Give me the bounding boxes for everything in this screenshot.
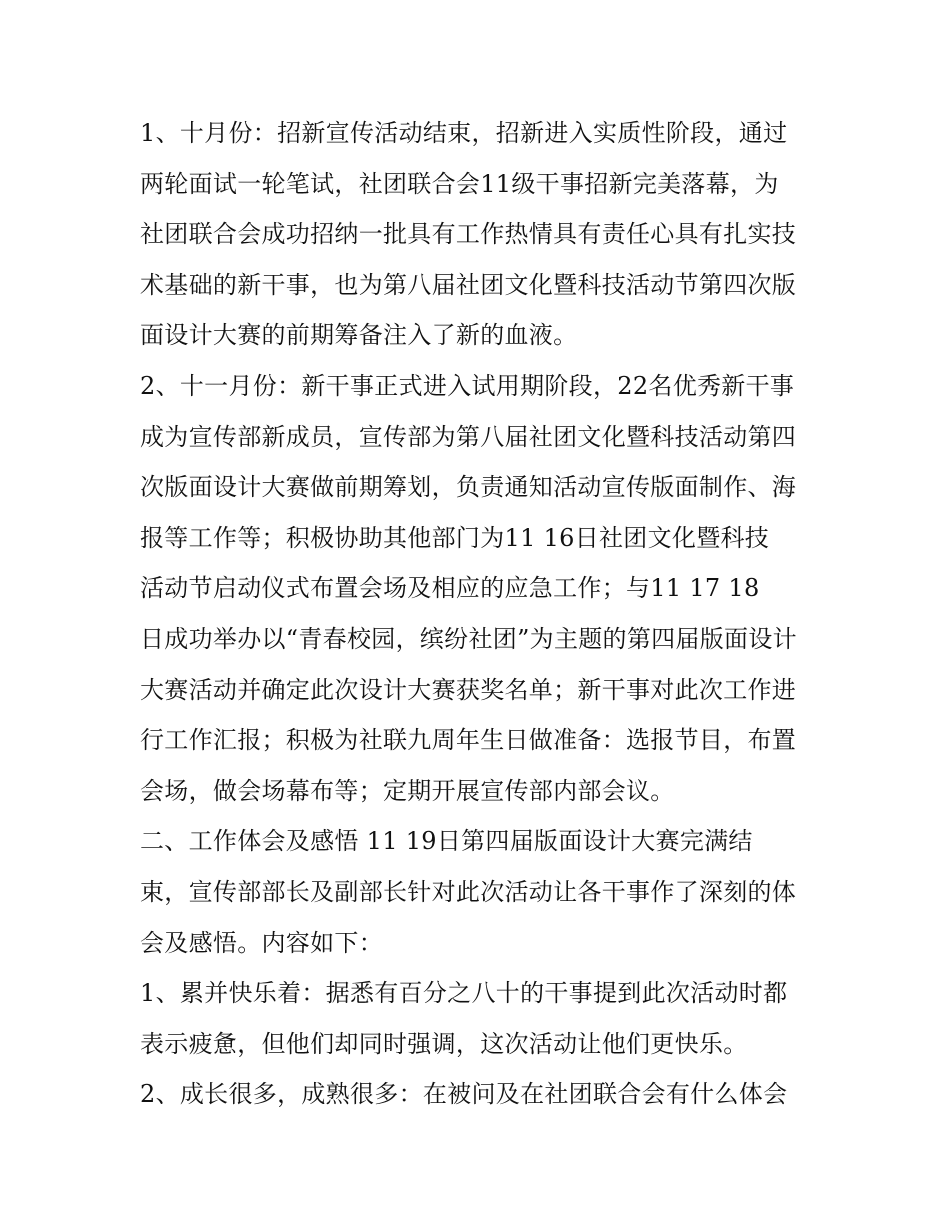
text-line: 1、十月份：招新宣传活动结束，招新进入实质性阶段，通过 (140, 119, 788, 147)
text-line: 行工作汇报；积极为社联九周年生日做准备：选报节目，布置 (140, 726, 797, 755)
text-line: 次版面设计大赛做前期筹划，负责通知活动宣传版面制作、海 (140, 473, 797, 502)
text-line: 表示疲惫，但他们却同时强调，这次活动让他们更快乐。 (140, 1029, 748, 1058)
text-line: 2、十一月份：新干事正式进入试用期阶段，22名优秀新干事 (140, 371, 795, 400)
body-text (140, 108, 830, 1120)
text-line: 二、工作体会及感悟 11 19日第四届版面设计大赛完满结 (140, 827, 753, 856)
text-line: 社团联合会成功招纳一批具有工作热情具有责任心具有扎实技 (140, 220, 797, 249)
text-line: 大赛活动并确定此次设计大赛获奖名单；新干事对此次工作进 (140, 675, 797, 704)
text-line: 术基础的新干事，也为第八届社团文化暨科技活动节第四次版 (140, 270, 797, 299)
text-line: 活动节启动仪式布置会场及相应的应急工作；与11 17 18 (140, 574, 760, 603)
text-line: 2、成长很多，成熟很多：在被问及在社团联合会有什么体会 (140, 1080, 788, 1109)
text-line: 日成功举办以“青春校园，缤纷社团”为主题的第四届版面设计 (140, 624, 797, 653)
text-line: 两轮面试一轮笔试，社团联合会11级干事招新完美落幕，为 (140, 169, 779, 198)
text-line: 面设计大赛的前期筹备注入了新的血液。 (140, 321, 578, 350)
text-line: 成为宣传部新成员，宣传部为第八届社团文化暨科技活动第四 (140, 422, 797, 451)
text-line: 会场，做会场幕布等；定期开展宣传部内部会议。 (140, 776, 675, 805)
text-line: 报等工作等；积极协助其他部门为11 16日社团文化暨科技 (140, 523, 770, 552)
text-line: 1、累并快乐着：据悉有百分之八十的干事提到此次活动时都 (140, 979, 788, 1008)
text-line: 束，宣传部部长及副部长针对此次活动让各干事作了深刻的体 (140, 877, 797, 906)
text-line: 会及感悟。内容如下： (140, 928, 383, 957)
